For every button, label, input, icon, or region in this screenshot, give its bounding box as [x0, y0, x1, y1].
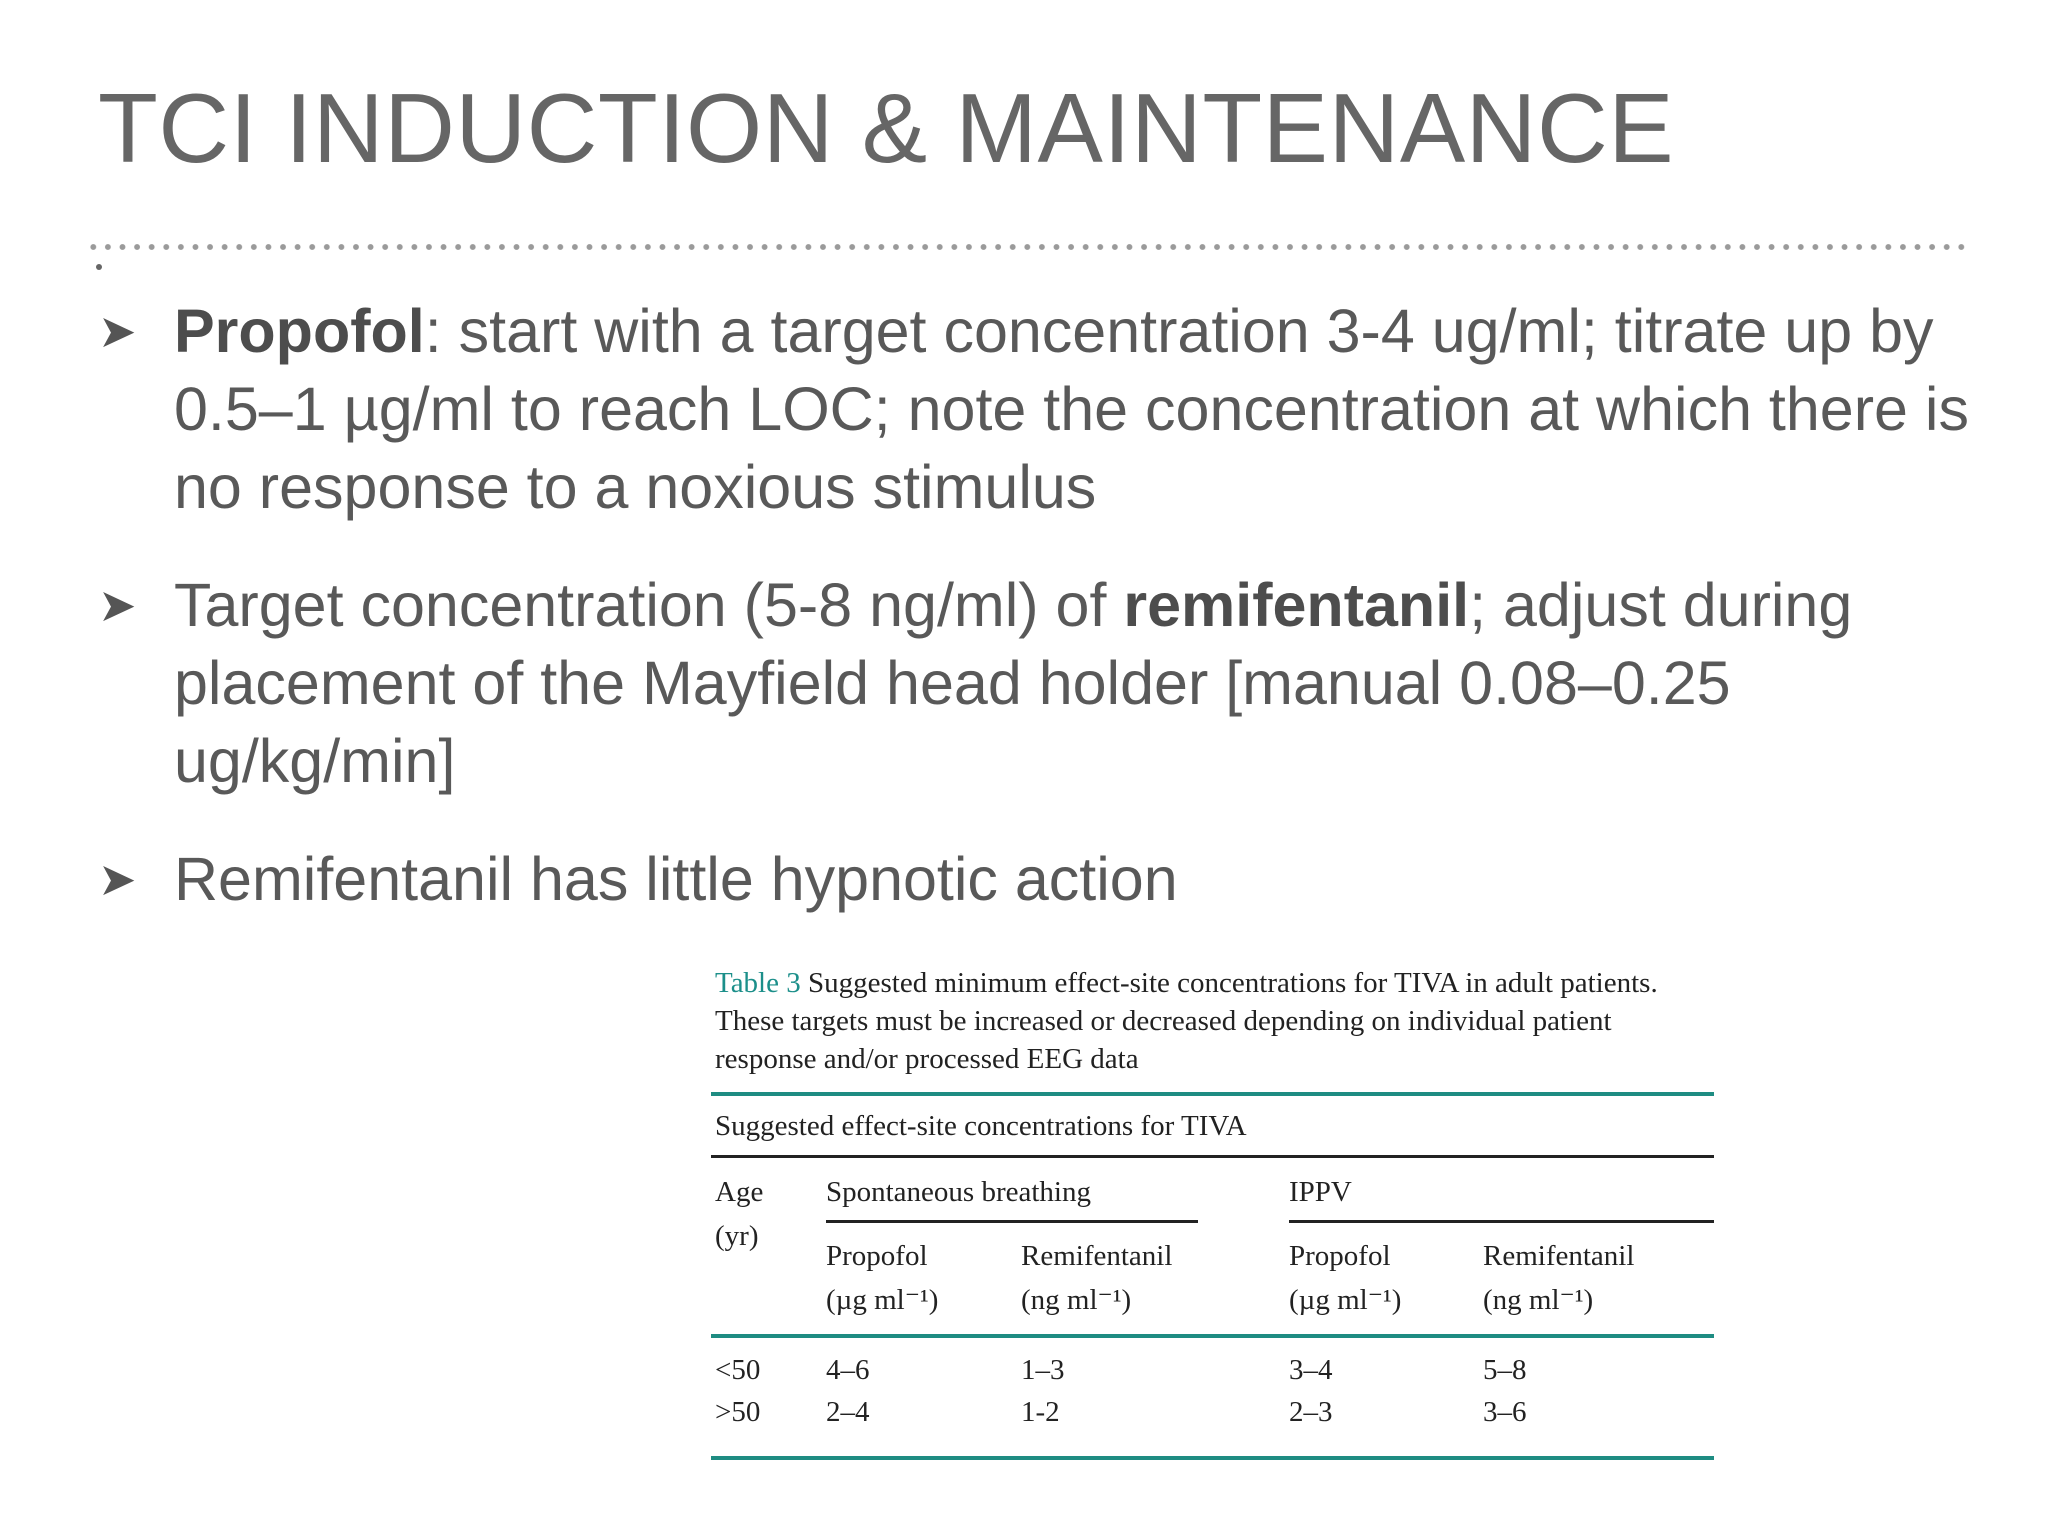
slide-title: TCI INDUCTION & MAINTENANCE: [98, 73, 1675, 183]
bullet-bold-propofol: Propofol: [174, 297, 425, 365]
age-header-unit: (yr): [715, 1220, 759, 1252]
col-header-remifentanil-sb: [1021, 1234, 1172, 1322]
arrow-bullet-icon: ➤: [98, 579, 137, 631]
group-rule-ippv: [1289, 1220, 1714, 1223]
arrow-bullet-icon: ➤: [98, 853, 137, 905]
cell-value: 3–4: [1289, 1354, 1333, 1386]
cell-value: 1-2: [1021, 1396, 1060, 1428]
cell-age: <50: [715, 1354, 761, 1386]
bullet-text: : start with a target concentration 3-4 ug/ml; titrate up by 0.5–1 µg/ml to reach LOC; note the concentration at which there is no response to a noxious stimulus: [174, 297, 1969, 521]
bullet-list: [98, 292, 1978, 958]
col-name: Remifentanil: [1021, 1240, 1173, 1272]
table-label: Table 3: [715, 967, 801, 999]
col-name: Propofol: [826, 1240, 928, 1272]
table-header: [711, 1158, 1714, 1334]
cell-value: 5–8: [1483, 1354, 1527, 1386]
bullet-propofol: [98, 292, 1978, 526]
group-ippv: IPPV: [1289, 1176, 1352, 1208]
col-unit: (µg ml⁻¹): [826, 1284, 939, 1316]
bullet-text-post: ; adjust during placement of the Mayfield head holder [manual 0.08–0.25 ug/kg/min]: [174, 571, 1853, 795]
age-header-label: Age: [715, 1176, 764, 1208]
cell-value: 3–6: [1483, 1396, 1527, 1428]
bullet-hypnotic-action: [98, 840, 1978, 918]
col-unit: (µg ml⁻¹): [1289, 1284, 1402, 1316]
bullet-bold-remifentanil: remifentanil: [1123, 571, 1470, 639]
bullet-text: Remifentanil has little hypnotic action: [174, 845, 1178, 913]
col-name: Remifentanil: [1483, 1240, 1635, 1272]
bullet-text-pre: Target concentration (5-8 ng/ml) of: [174, 571, 1124, 639]
teal-rule-bottom: [711, 1456, 1714, 1460]
group-spontaneous: Spontaneous breathing: [826, 1176, 1091, 1208]
cell-value: 2–3: [1289, 1396, 1333, 1428]
arrow-bullet-icon: ➤: [98, 305, 137, 357]
col-header-remifentanil-ippv: [1483, 1234, 1634, 1322]
table-figure: [711, 952, 1714, 1460]
col-name: Propofol: [1289, 1240, 1391, 1272]
table-section-heading: Suggested effect-site concentrations for TIVA: [715, 1110, 1247, 1142]
col-header-propofol-ippv: [1289, 1234, 1401, 1322]
cell-value: 2–4: [826, 1396, 870, 1428]
col-unit: (ng ml⁻¹): [1021, 1284, 1132, 1316]
group-rule-spontaneous: [826, 1220, 1198, 1223]
age-header: [715, 1170, 763, 1258]
table-caption-text: Suggested minimum effect-site concentrations for TIVA in adult patients. These targets must be increased or decreased depending on individual patient response and/or processed EEG data: [715, 967, 1658, 1075]
table-caption: [715, 964, 1708, 1078]
col-header-propofol-sb: [826, 1234, 938, 1322]
table-body: [711, 1338, 1714, 1456]
cell-value: 1–3: [1021, 1354, 1065, 1386]
cell-value: 4–6: [826, 1354, 870, 1386]
cell-age: >50: [715, 1396, 761, 1428]
dotted-divider: [86, 243, 1966, 251]
col-unit: (ng ml⁻¹): [1483, 1284, 1594, 1316]
bullet-remifentanil-target: [98, 566, 1978, 800]
divider-dot: [96, 264, 102, 270]
